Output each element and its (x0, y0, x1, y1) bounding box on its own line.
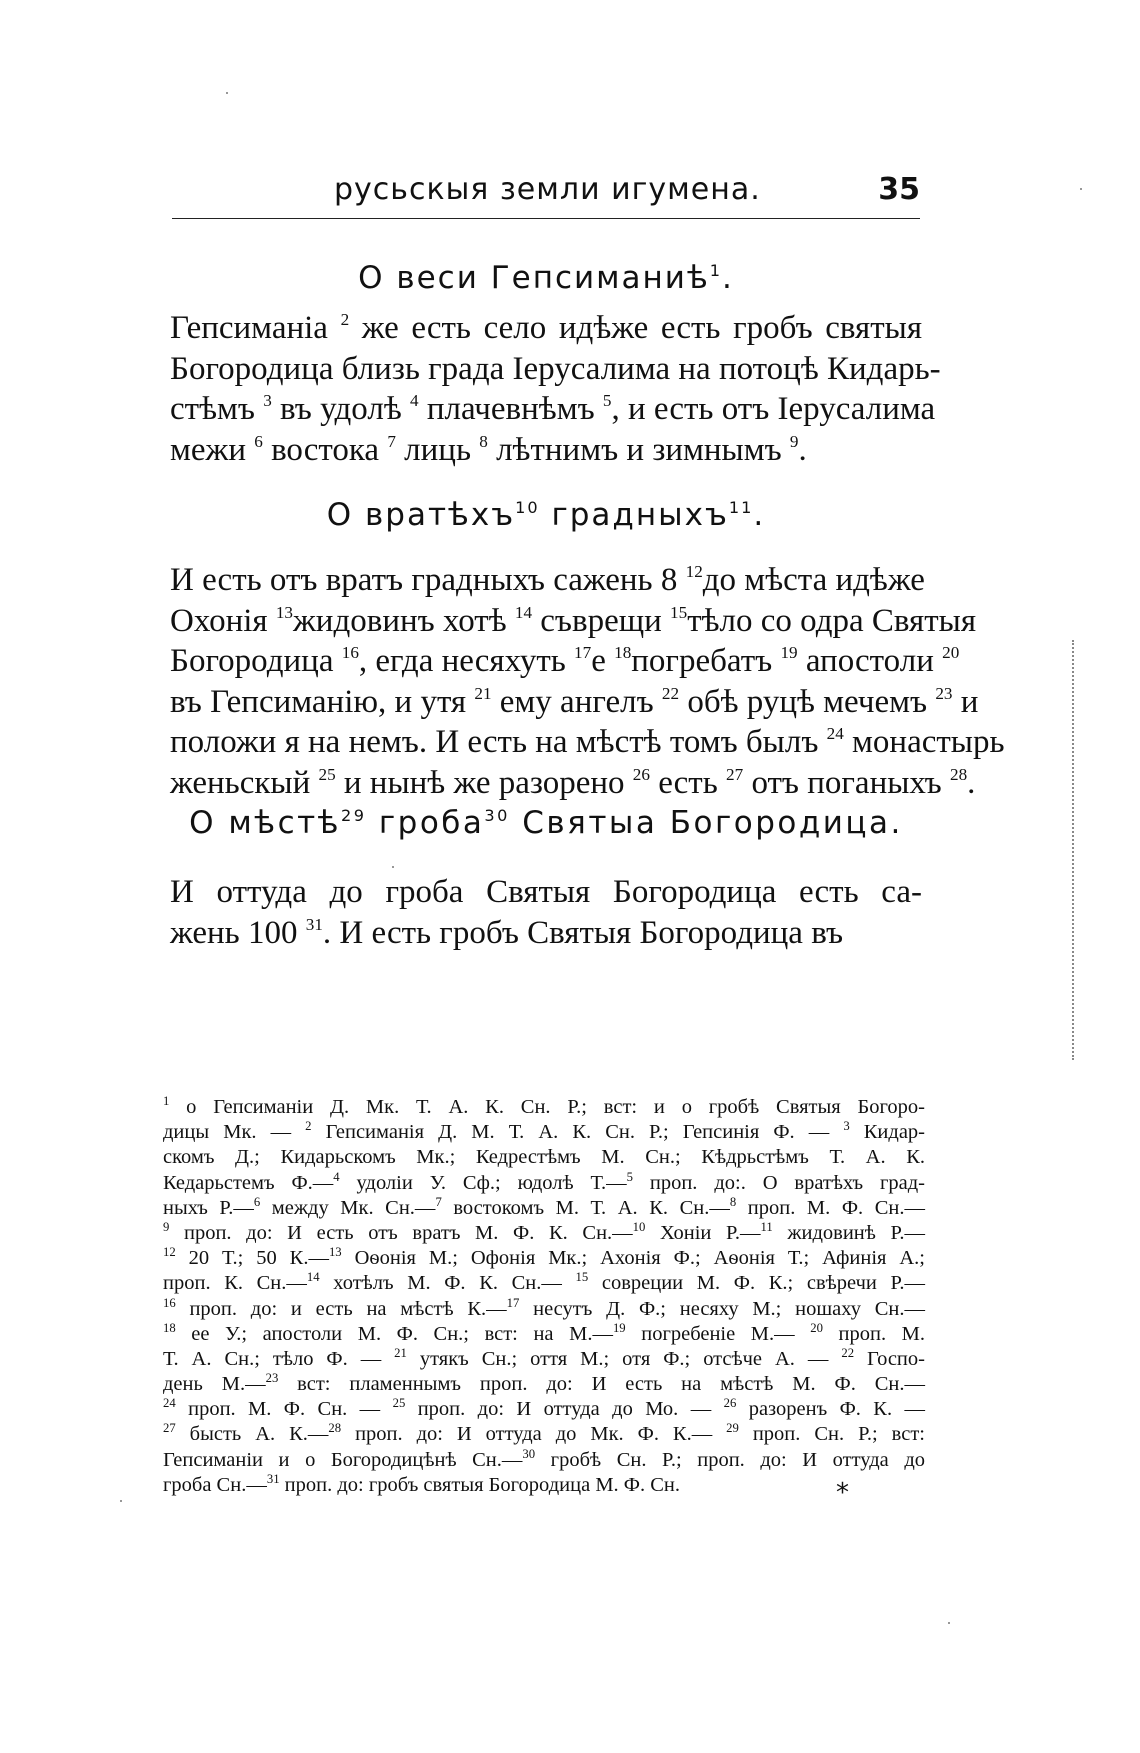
footnote-ref: 28 (328, 1421, 342, 1436)
footnote-ref: 1 (163, 1093, 170, 1108)
text-run: Богородица близь града Іерусалима на потоцѣ Кидарь- (170, 350, 941, 387)
footnote-ref: 13 (275, 602, 293, 622)
footnote-ref: 12 (163, 1244, 176, 1259)
footnote-ref: 20 (942, 643, 960, 663)
text-line (163, 1322, 925, 1347)
text-run: обѣ руцѣ мечемъ (679, 683, 936, 720)
text-run: проп. до:. О вратѣхъ град- (632, 1171, 925, 1194)
text-line (163, 1397, 925, 1422)
footnote-ref: 8 (479, 431, 488, 451)
text-line (170, 682, 979, 723)
text-run: стѣмъ (170, 391, 264, 427)
text-run: Гепсиманіи и о Богородицѣнѣ Сн.— (163, 1448, 523, 1471)
text-line (163, 1473, 925, 1498)
footnote-ref: 19 (780, 643, 798, 663)
text-run: жень 100 (170, 914, 306, 951)
text-run: и (952, 683, 979, 720)
text-run: востокомъ М. Т. А. К. Сн.— (441, 1196, 730, 1219)
section-title-text: градныхъ (551, 497, 729, 533)
text-run: удоліи У. Сф.; юдолѣ Т.— (339, 1171, 627, 1194)
footnote-ref: 9 (163, 1219, 170, 1234)
text-run: до мѣста идѣже (702, 562, 925, 598)
footnote-ref: 24 (163, 1396, 176, 1410)
text-run: съврещи (532, 602, 671, 639)
text-run: положи я на немъ. И есть на мѣстѣ томъ былъ (170, 724, 827, 760)
text-run: тѣло со одра Святыя (687, 602, 977, 639)
footnote-ref: 23 (265, 1370, 279, 1385)
footnote-ref: 26 (723, 1396, 737, 1410)
footnote-ref: 10 (632, 1219, 646, 1234)
text-run: между Мк. Сн.— (260, 1196, 436, 1219)
text-run: Хоніи Р.— (645, 1221, 761, 1244)
text-run: погребатъ (631, 643, 781, 679)
text-line (170, 763, 976, 804)
ornament-star: * (836, 1478, 849, 1508)
text-line (163, 1297, 925, 1322)
footnote-ref: 30 (484, 805, 510, 825)
text-run: вст: пламеннымъ проп. до: И есть на мѣстѣ М. Ф. Сн.— (278, 1373, 926, 1396)
text-run: погребеніе М.— (625, 1322, 811, 1345)
margin-scan-mark (1072, 640, 1076, 1060)
footnotes (163, 1095, 925, 1498)
text-line (163, 1221, 925, 1246)
footnote-ref: 4 (410, 391, 419, 411)
text-run: женьскый (170, 764, 319, 801)
footnote-ref: 16 (341, 643, 359, 663)
section-body-2 (170, 560, 1005, 803)
text-run: отъ поганыхъ (743, 764, 950, 801)
text-line (163, 1422, 925, 1447)
footnote-ref: 31 (266, 1471, 280, 1486)
section-title-2: О вратѣхъ$^{10}$ градныхъ$^{11}$. (326, 497, 766, 533)
text-run: день М.— (163, 1373, 266, 1396)
text-run: проп. до: И оттуда до Мо. — (405, 1398, 724, 1421)
text-run: въ Гепсиманію, и утя (170, 683, 475, 720)
text-line (170, 389, 936, 430)
footnote-ref: 23 (935, 683, 953, 703)
text-run: плачевнѣмъ (418, 391, 603, 427)
text-line (170, 560, 925, 601)
text-line (170, 913, 922, 954)
footnote-ref: 17 (506, 1295, 520, 1310)
footnote-ref: 20 (810, 1320, 823, 1335)
text-run: 20 Т.; 50 К.— (175, 1247, 329, 1270)
text-run: утякъ Сн.; оття М.; отя Ф.; отсѣче А. — (406, 1347, 842, 1370)
footnote-ref: 25 (318, 764, 336, 784)
footnote-ref: 8 (729, 1194, 737, 1209)
section-title-text: О вратѣхъ (326, 497, 516, 533)
text-line (170, 430, 922, 471)
footnote-ref: 7 (435, 1194, 442, 1209)
text-run: гробѣ Сн. Р.; проп. до: И оттуда до (535, 1448, 925, 1471)
section-title-3 (150, 803, 942, 843)
text-run: скомъ Д.; Кидарьскомъ Мк.; Кедрестѣмъ М. Сн.; Кѣдрьстѣмъ Т. А. К. (163, 1146, 925, 1169)
footnote-ref: 29 (726, 1421, 739, 1436)
footnote-ref: 15 (670, 602, 688, 622)
text-run: . И есть гробъ Святыя Богородица въ (322, 914, 844, 951)
footnote-ref: 16 (163, 1295, 176, 1310)
running-title: русьскыя земли игумена. (334, 172, 761, 207)
text-run: несутъ Д. Ф.; несяху М.; ношаху Сн.— (519, 1297, 925, 1320)
text-run: , и есть отъ Іерусалима (611, 391, 936, 427)
footnote-ref: 10 (515, 497, 540, 517)
text-line (163, 1271, 925, 1296)
text-run: И есть отъ вратъ градныхъ сажень 8 (170, 562, 686, 598)
text-run: гроба Сн.— (163, 1473, 267, 1496)
text-run: востока (262, 431, 388, 468)
text-line (163, 1095, 925, 1120)
text-run: Т. А. Сн.; тѣло Ф. — (163, 1347, 395, 1370)
text-run: совреции М. Ф. К.; свѣречи Р.— (588, 1272, 925, 1295)
text-run: Кедарьстемъ Ф.— (163, 1171, 334, 1194)
footnote-ref: 21 (394, 1345, 407, 1360)
footnote-ref: 18 (614, 643, 632, 663)
text-run: Гепсиманія Д. М. Т. А. К. Сн. Р.; Гепсинія Ф. — (311, 1121, 844, 1144)
footnote-ref: 22 (661, 683, 680, 703)
text-run: же есть село идѣже есть гробъ святыя (349, 310, 922, 346)
footnote-ref: 3 (843, 1118, 850, 1133)
text-run: ныхъ Р.— (163, 1196, 254, 1219)
footnote-ref: 31 (305, 914, 323, 934)
section-title-text: гроба (378, 805, 485, 841)
text-line (170, 641, 960, 682)
footnote-ref: 18 (163, 1320, 176, 1335)
footnote-ref: 19 (612, 1320, 626, 1335)
text-line (163, 1145, 925, 1170)
text-run: дицы Мк. — (163, 1121, 306, 1144)
footnote-ref: 7 (387, 431, 396, 451)
text-run: монастырь (843, 724, 1005, 760)
text-run: жидовинѣ Р.— (772, 1221, 925, 1244)
text-line (170, 308, 922, 349)
text-line (170, 349, 941, 390)
footnote-ref: 2 (340, 310, 350, 330)
text-line (170, 872, 922, 913)
text-run: въ удолѣ (271, 391, 411, 427)
text-line (163, 1171, 925, 1196)
footnote-ref: 25 (392, 1396, 406, 1410)
footnote-ref: 14 (306, 1270, 320, 1285)
text-run: проп. до: гробъ святыя Богородица М. Ф. Сн. (279, 1473, 681, 1496)
footnote-ref: 11 (728, 497, 754, 517)
footnote-ref: 11 (760, 1219, 773, 1234)
text-run: проп. М. Ф. Сн. — (175, 1398, 393, 1421)
text-run: Госпо- (854, 1347, 925, 1370)
text-run: бысть А. К.— (175, 1423, 329, 1446)
footnote-ref: 4 (333, 1169, 340, 1184)
text-run: И оттуда до гроба Святыя Богородица есть са- (170, 874, 922, 910)
text-line (163, 1120, 925, 1145)
text-run: жидовинъ хотѣ (293, 602, 515, 639)
text-run: лиць (395, 431, 480, 468)
text-run: Оѳонія М.; Офонія Мк.; Ахонія Ф.; Аѳонія Т.; Афинія А.; (341, 1247, 925, 1270)
footnote-ref: 29 (341, 805, 367, 825)
text-run: проп. до: И есть отъ вратъ М. Ф. К. Сн.— (169, 1221, 633, 1244)
footnote-ref: 24 (826, 724, 844, 744)
text-run: апостоли (797, 643, 943, 679)
scan-speck (120, 1500, 122, 1502)
footnote-ref: 1 (709, 260, 723, 280)
section-body-3 (170, 872, 922, 953)
footnote-ref: 28 (949, 764, 968, 784)
text-run: о Гепсиманіи Д. Мк. Т. А. К. Сн. Р.; вст: и о гробѣ Святыя Богоро- (169, 1096, 925, 1118)
text-run: ему ангелъ (491, 683, 662, 720)
footnote-ref: 17 (574, 643, 592, 663)
footnote-ref: 6 (253, 1194, 261, 1209)
text-run: проп. М. Ф. Сн.— (736, 1196, 926, 1219)
footnote-ref: 22 (841, 1345, 855, 1360)
footnote-ref: 3 (263, 391, 272, 411)
footnote-ref: 5 (602, 391, 612, 411)
text-run: . (967, 764, 976, 801)
footnote-ref: 30 (522, 1446, 536, 1461)
footnote-ref: 6 (254, 431, 263, 451)
section-title-text: О мѣстѣ (189, 805, 341, 841)
text-run: проп. Сн. Р.; вст: (738, 1423, 925, 1446)
footnote-ref: 27 (726, 764, 744, 784)
scan-speck (392, 866, 394, 868)
text-run: , егда несяхуть (358, 643, 575, 679)
footnote-ref: 14 (514, 602, 533, 622)
footnote-ref: 26 (632, 764, 650, 784)
text-line (170, 722, 1005, 763)
page-number: 35 (878, 172, 920, 207)
text-run: проп. до: и есть на мѣстѣ К.— (175, 1297, 507, 1320)
text-line (170, 601, 977, 642)
text-run: . (798, 431, 807, 468)
section-body-1 (170, 308, 941, 470)
scan-speck (948, 1622, 950, 1624)
text-line (163, 1246, 925, 1271)
text-run: е (591, 643, 615, 679)
text-line (163, 1372, 925, 1397)
text-run: разоренъ Ф. К. — (736, 1398, 925, 1421)
scan-speck (226, 92, 228, 94)
text-run: и нынѣ же разорено (335, 764, 633, 801)
footnote-ref: 12 (685, 562, 703, 582)
text-run: Гепсиманіа (170, 310, 341, 346)
text-run: ее У.; апостоли М. Ф. Сн.; вст: на М.— (175, 1322, 613, 1345)
text-run: межи (170, 431, 255, 468)
footnote-ref: 5 (626, 1169, 633, 1184)
section-title-1: О веси Гепсиманиѣ$^1$. (358, 260, 734, 296)
footnote-ref: 9 (789, 431, 799, 451)
footnote-ref: 13 (328, 1244, 342, 1259)
scan-speck (1080, 188, 1082, 190)
section-title-text: О веси Гепсиманиѣ (358, 260, 710, 296)
footnote-ref: 2 (305, 1118, 312, 1133)
text-run: проп. К. Сн.— (163, 1272, 307, 1295)
page-header (172, 170, 920, 219)
text-run: Охонія (170, 602, 276, 639)
text-run: проп. М. (822, 1322, 926, 1345)
text-run: Кидар- (849, 1121, 926, 1144)
text-line (163, 1347, 925, 1372)
text-run: хотѣлъ М. Ф. К. Сн.— (319, 1272, 576, 1295)
text-line (163, 1448, 925, 1473)
footnote-ref: 27 (163, 1421, 176, 1436)
text-run: лѣтнимъ и зимнымъ (487, 431, 790, 468)
section-title-text: Святыа Богородица. (522, 805, 903, 841)
text-run: есть (649, 764, 727, 801)
footnote-ref: 15 (575, 1270, 589, 1285)
text-run: проп. до: И оттуда до Мк. Ф. К.— (341, 1423, 727, 1446)
text-run: Богородица (170, 643, 342, 679)
footnote-ref: 21 (474, 683, 492, 703)
text-line (163, 1196, 925, 1221)
